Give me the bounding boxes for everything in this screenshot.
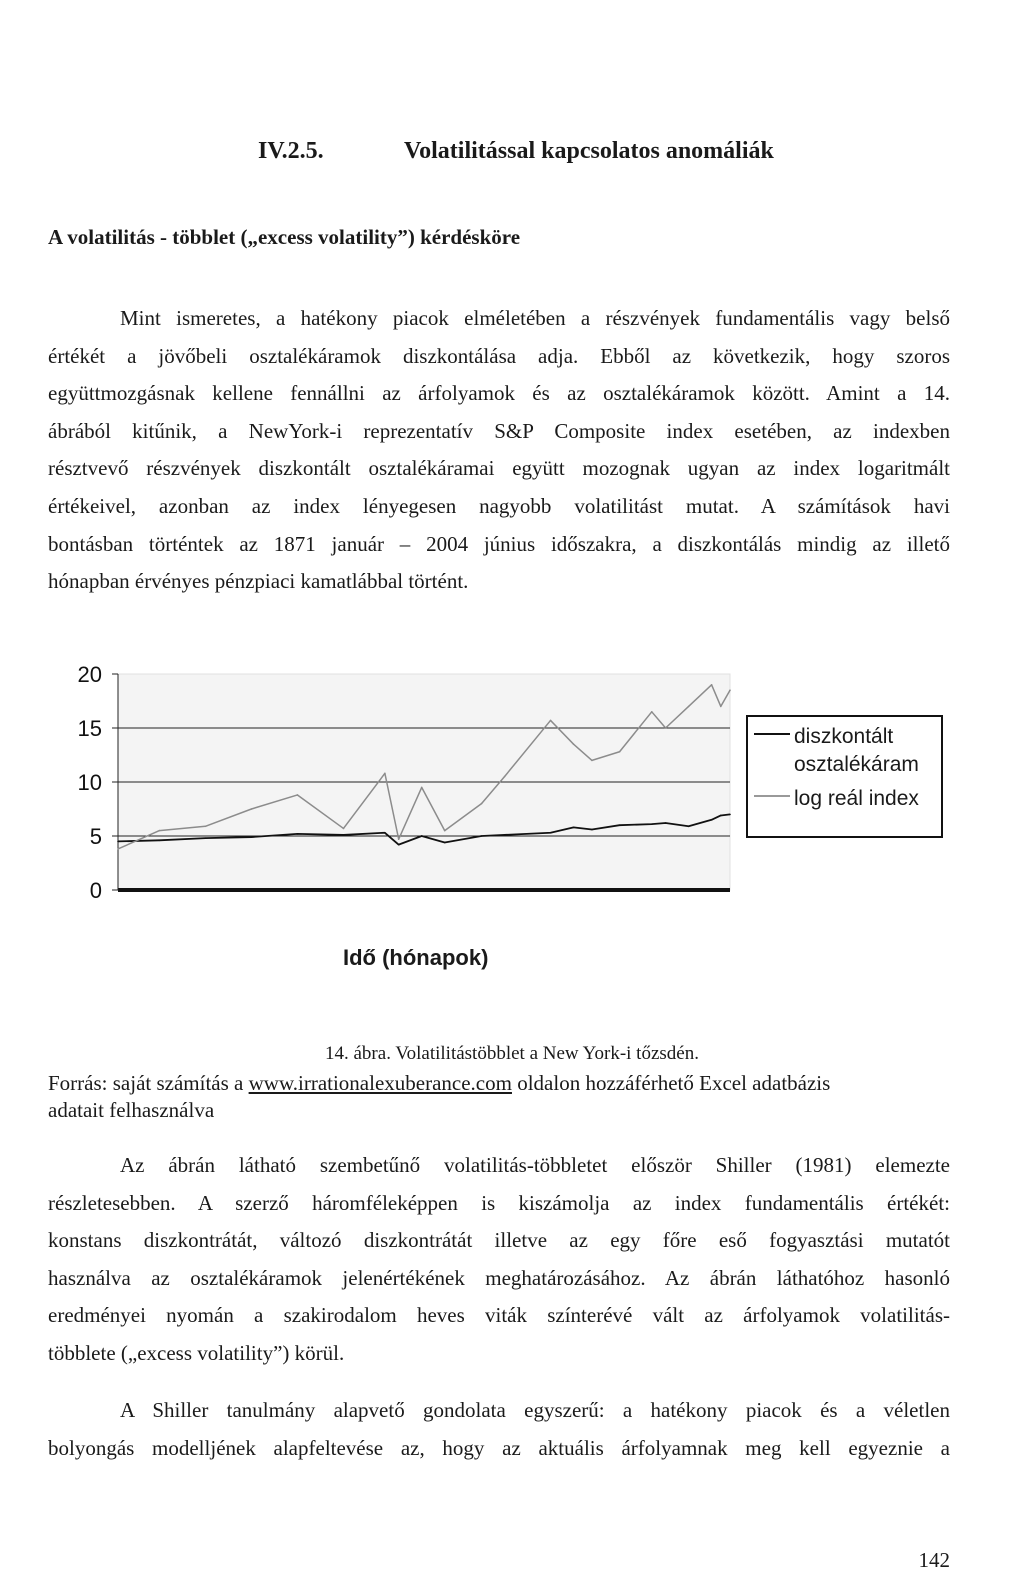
- paragraph-line: együttmozgásnak kellene fennállni az árfolyamok és az osztalékáramok között. Amint a 14.: [48, 381, 950, 406]
- figure-caption: 14. ábra. Volatilitástöbblet a New York-i tőzsdén.: [325, 1043, 699, 1064]
- data-point: [297, 794, 299, 796]
- paragraph-line: használva az osztalékáramok jelenértékének meghatározásához. Az ábrán láthatóhoz hasonló: [48, 1265, 950, 1290]
- data-point: [444, 842, 446, 844]
- data-point: [573, 827, 575, 829]
- data-point: [665, 822, 667, 824]
- paragraph-line: részletesebben. A szerző háromféleképpen is kiszámolja az index fundamentális értékét:: [48, 1190, 950, 1215]
- paragraph-1: [48, 300, 950, 601]
- chart-legend: [746, 715, 943, 838]
- paragraph-line: Mint ismeretes, a hatékony piacok elméletében a részvények fundamentális vagy belső: [120, 306, 950, 330]
- data-point: [343, 828, 345, 830]
- data-point: [251, 808, 253, 810]
- section-title: Volatilitással kapcsolatos anomáliák: [404, 138, 774, 164]
- data-point: [384, 773, 386, 775]
- data-point: [504, 834, 506, 836]
- page-number: 142: [918, 1548, 950, 1572]
- data-point: [720, 706, 722, 708]
- data-point: [481, 803, 483, 805]
- data-point: [619, 751, 621, 753]
- data-point: [591, 760, 593, 762]
- data-point: [619, 824, 621, 826]
- paragraph-line: ábrából kitűnik, a NewYork-i reprezentatív S&P Composite index esetében, az indexben: [48, 418, 950, 443]
- paragraph-line: többlete („excess volatility”) körül.: [48, 1340, 345, 1365]
- data-point: [398, 838, 400, 840]
- data-point: [384, 832, 386, 834]
- paragraph-line: bontásban történtek az 1871 január – 2004 június időszakra, a diszkontálás mindig az illető: [48, 531, 950, 556]
- data-point: [117, 848, 119, 850]
- y-tick-label: 20: [77, 662, 102, 687]
- data-point: [711, 819, 713, 821]
- data-point: [729, 689, 731, 691]
- y-tick-label: 5: [89, 824, 102, 849]
- data-point: [444, 830, 446, 832]
- legend-swatch-index: [754, 795, 790, 797]
- paragraph-2: [48, 1147, 950, 1373]
- paragraph-line: értékét a jövőbeli osztalékáramok diszkontálása adja. Ebből az következik, hogy szoros: [48, 343, 950, 368]
- source-suffix: oldalon hozzáférhető Excel adatbázis: [511, 1071, 831, 1095]
- chart-x-axis-label: Idő (hónapok): [343, 945, 489, 970]
- legend-swatch-dividend: [754, 733, 790, 735]
- paragraph-line: eredményei nyomán a szakirodalom heves viták színterévé vált az árfolyamok volatilitás-: [48, 1303, 950, 1328]
- paragraph-3: [48, 1392, 950, 1467]
- data-point: [651, 823, 653, 825]
- data-point: [205, 837, 207, 839]
- data-point: [720, 815, 722, 817]
- data-point: [550, 720, 552, 722]
- data-point: [297, 833, 299, 835]
- legend-label-index: log reál index: [794, 787, 919, 810]
- legend-label-dividend: diszkontált osztalékáram: [794, 725, 919, 776]
- data-point: [421, 835, 423, 837]
- paragraph-line: hónapban érvényes pénzpiaci kamatlábbal történt.: [48, 569, 469, 594]
- paragraph-line: résztvevő részvények diszkontált osztalékáramai együtt mozognak ugyan az index logaritmált: [48, 456, 950, 481]
- data-point: [573, 743, 575, 745]
- paragraph-line: értékeivel, azonban az index lényegesen nagyobb volatilitást mutat. A számítások havi: [48, 493, 950, 518]
- y-tick-label: 10: [77, 770, 102, 795]
- source-prefix: Forrás: saját számítás a: [48, 1071, 249, 1095]
- data-point: [205, 825, 207, 827]
- data-point: [421, 787, 423, 789]
- paragraph-line: Az ábrán látható szembetűnő volatilitás-többletet először Shiller (1981) elemezte: [120, 1153, 950, 1177]
- subheading: A volatilitás - többlet („excess volatility”) kérdésköre: [48, 225, 521, 249]
- data-point: [688, 706, 690, 708]
- data-point: [398, 844, 400, 846]
- data-point: [251, 836, 253, 838]
- data-point: [159, 840, 161, 842]
- data-point: [550, 832, 552, 834]
- data-point: [117, 841, 119, 843]
- figure-source: [48, 1070, 958, 1124]
- section-heading: [258, 138, 774, 165]
- data-point: [651, 711, 653, 713]
- source-line-2: adatait felhasználva: [48, 1098, 215, 1122]
- data-point: [591, 829, 593, 831]
- data-point: [665, 727, 667, 729]
- data-point: [504, 776, 506, 778]
- paragraph-line: konstans diszkontrátát, változó diszkontrátát illetve az egy főre eső fogyasztási mutatót: [48, 1228, 950, 1253]
- section-number: IV.2.5.: [258, 138, 324, 164]
- paragraph-line: A Shiller tanulmány alapvető gondolata egyszerű: a hatékony piacok és a véletlen: [120, 1398, 950, 1422]
- data-point: [729, 814, 731, 816]
- paragraph-line: bolyongás modelljének alapfeltevése az, hogy az aktuális árfolyamnak meg kell egyeznie a: [48, 1435, 950, 1460]
- data-point: [481, 835, 483, 837]
- data-point: [711, 684, 713, 686]
- source-link[interactable]: www.irrationalexuberance.com: [248, 1071, 512, 1095]
- data-point: [343, 834, 345, 836]
- y-tick-label: 15: [77, 716, 102, 741]
- data-point: [688, 825, 690, 827]
- y-tick-label: 0: [89, 878, 102, 903]
- data-point: [159, 830, 161, 832]
